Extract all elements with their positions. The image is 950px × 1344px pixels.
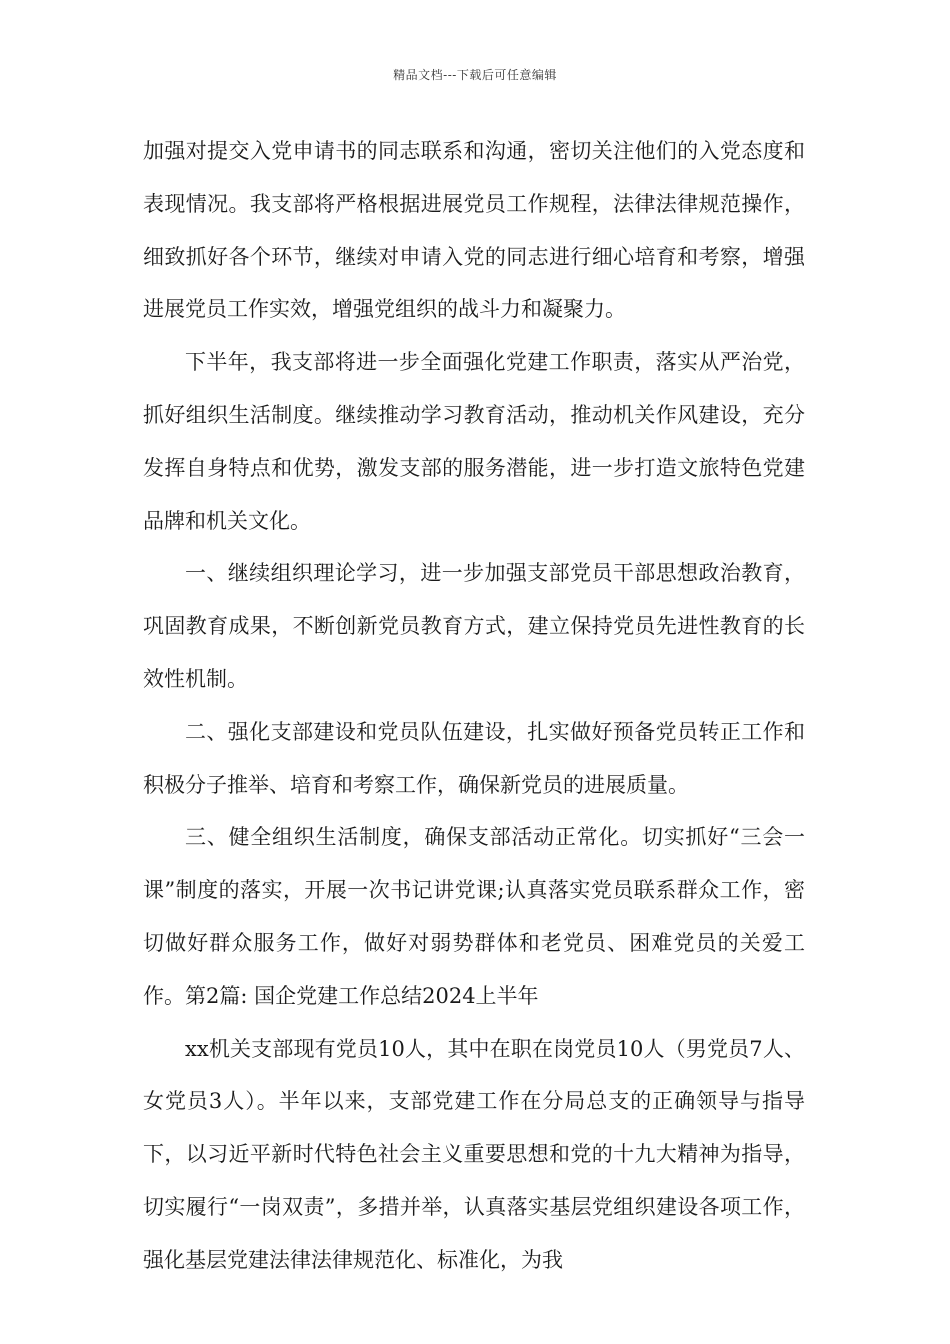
paragraph-item-three: 三、健全组织生活制度，确保支部活动正常化。切实抓好“三会一课”制度的落实，开展一次书记讲党课;认真落实党员联系群众工作，密切做好群众服务工作，做好对弱势群体和老党员、困难党员的关爱工作。第2篇: 国企党建工作总结2024上半年 xyxy=(143,825,805,1008)
paragraph-continuation: 加强对提交入党申请书的同志联系和沟通，密切关注他们的入党态度和表现情况。我支部将严格根据进展党员工作规程，法律法律规范操作，细致抓好各个环节，继续对申请入党的同志进行细心培育和考察，增强进展党员工作实效，增强党组织的战斗力和凝聚力。 xyxy=(143,139,805,322)
paragraph-item-two: 二、强化支部建设和党员队伍建设，扎实做好预备党员转正工作和积极分子推举、培育和考察工作，确保新党员的进展质量。 xyxy=(143,719,805,797)
page-header: 精品文档---下载后可任意编辑 xyxy=(393,68,557,82)
paragraph-second-half-plan: 下半年，我支部将进一步全面强化党建工作职责，落实从严治党，抓好组织生活制度。继续推动学习教育活动，推动机关作风建设，充分发挥自身特点和优势，激发支部的服务潜能，进一步打造文旅特色党建品牌和机关文化。 xyxy=(143,350,805,533)
document-body xyxy=(143,125,805,1287)
paragraph-item-one: 一、继续组织理论学习，进一步加强支部党员干部思想政治教育，巩固教育成果，不断创新党员教育方式，建立保持党员先进性教育的长效性机制。 xyxy=(143,561,805,691)
paragraph-branch-overview: xx机关支部现有党员10人，其中在职在岗党员10人（男党员7人、女党员3人）。半年以来，支部党建工作在分局总支的正确领导与指导下，以习近平新时代特色社会主义重要思想和党的十九大精神为指导，切实履行“一岗双责”，多措并举，认真落实基层党组织建设各项工作，强化基层党建法律法律规范化、标准化，为我 xyxy=(143,1036,805,1272)
